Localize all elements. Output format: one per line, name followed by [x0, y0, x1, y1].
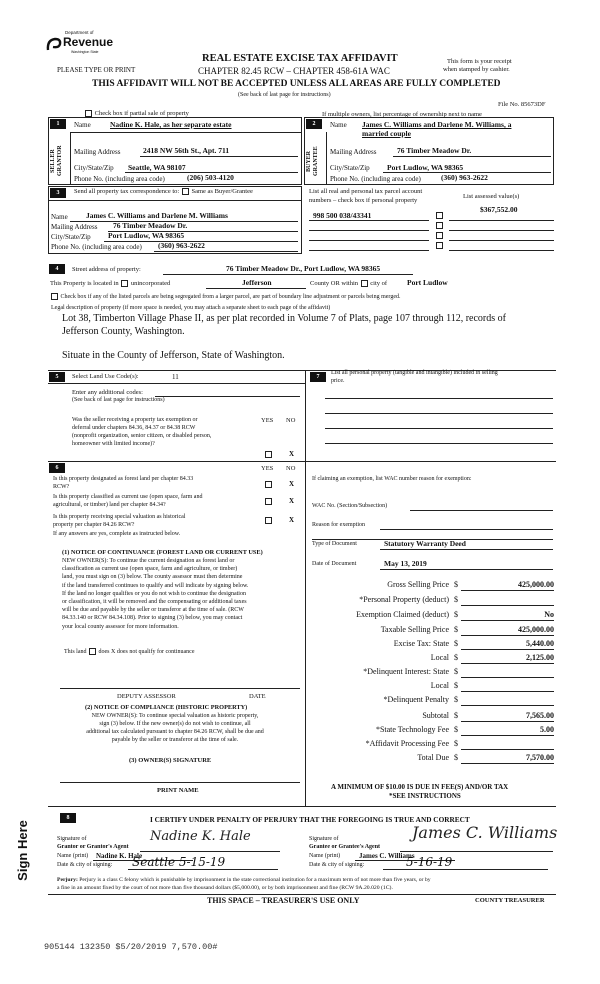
seller-phone[interactable]: (206) 503-4120 [187, 173, 234, 182]
city-checkbox[interactable] [361, 280, 368, 287]
continuance-title: (1) NOTICE OF CONTINUANCE (FOREST LAND OR CURRENT USE) [62, 549, 263, 556]
personal-property-label-2: price. [331, 378, 345, 384]
unincorporated-label: unincorporated [130, 280, 171, 287]
parcel-personal-checkbox-3[interactable] [436, 232, 443, 239]
parcel-number[interactable]: 998 500 038/43341 [313, 211, 372, 220]
tax-label: *Personal Property (deduct) [359, 595, 449, 604]
tax-row [306, 595, 556, 609]
tax-row [306, 753, 556, 767]
section-6-marker: 6 [49, 463, 65, 473]
parcel-personal-checkbox-2[interactable] [436, 222, 443, 229]
sign-here-tab [12, 815, 34, 890]
buyer-name-line-1[interactable]: James C. Williams and Darlene M. Williams, a [362, 120, 512, 129]
seller-city[interactable]: Seattle, WA 98107 [128, 163, 186, 172]
buyer-phone-label: Phone No. (including area code) [330, 175, 421, 183]
buyer-name-line-2[interactable]: married couple [362, 129, 411, 138]
parcel-personal-checkbox-4[interactable] [436, 242, 443, 249]
tax-row [306, 653, 556, 667]
tax-row [306, 667, 556, 681]
does-not-qualify-label: X does not qualify for continuance [111, 648, 195, 655]
historic-line: NEW OWNER(S): To continue special valuation as historic property, [91, 713, 259, 719]
tax-value[interactable]: No [544, 610, 554, 619]
historic-text [50, 712, 300, 744]
tax-label: Gross Selling Price [387, 580, 449, 589]
tax-label: Total Due [417, 753, 449, 762]
section-8-marker: 8 [60, 813, 76, 823]
correspondence-row [74, 188, 253, 195]
forest-q1-yes-checkbox[interactable] [265, 481, 272, 488]
exemption-yes-checkbox[interactable] [265, 451, 272, 458]
correspondence-label: Send all property tax correspondence to: [74, 188, 180, 195]
forest-q3a: Is this property receiving special valuation as historical [53, 514, 186, 520]
tax-label: Local [430, 681, 449, 690]
forest-q3-yes-checkbox[interactable] [265, 517, 272, 524]
grantor-signature[interactable]: Nadine K. Hale [150, 829, 251, 844]
section-5-marker: 5 [49, 372, 65, 382]
tax-row [306, 625, 556, 639]
corr-mailing[interactable]: 76 Timber Meadow Dr. [113, 221, 188, 230]
doc-date-label: Date of Document [312, 561, 357, 567]
within-row [310, 280, 387, 287]
street-label: Street address of property: [72, 266, 141, 273]
wac-label: WAC No. (Section/Subsection) [312, 503, 388, 509]
see-back-note: (See back of last page for instructions) [238, 92, 331, 98]
claiming-exemption-label: If claiming an exemption, list WAC number reason for exemption: [312, 476, 472, 482]
forest-q1a: Is this property designated as forest land per chapter 84.33 [53, 476, 194, 482]
tax-row [306, 580, 556, 594]
does-label: does [98, 648, 110, 655]
sign-here-label: Sign Here [15, 820, 31, 881]
logo-top: Department of [65, 30, 94, 35]
tax-dollar: $ [454, 667, 458, 676]
partial-sale-label: Check box if partial sale of property [94, 110, 189, 117]
grantee-date[interactable]: 5-16-19 [406, 855, 453, 869]
section-3-marker: 3 [50, 188, 66, 198]
grantor-sig-label-1: Signature of [57, 836, 87, 842]
tax-dollar: $ [454, 695, 458, 704]
tax-dollar: $ [454, 595, 458, 604]
county-or-label: County OR within [310, 280, 359, 287]
recording-stamp: 905144 132350 $5/20/2019 7,570.00# [44, 942, 218, 952]
corr-name[interactable]: James C. Williams and Darlene M. Williams [86, 211, 228, 220]
warning-banner: THIS AFFIDAVIT WILL NOT BE ACCEPTED UNLESS ALL AREAS ARE FULLY COMPLETED [92, 79, 501, 89]
tax-row [306, 639, 556, 653]
tax-row [306, 711, 556, 725]
corr-name-label: Name [51, 213, 68, 221]
buyer-name-label: Name [330, 121, 347, 129]
personal-property-label-1: List all personal property (tangible and intangible) included in selling [331, 370, 498, 376]
grantor-date[interactable]: Seattle 5-15-19 [132, 855, 226, 869]
continuance-line: NEW OWNER(S): To continue the current designation as forest land or [62, 558, 235, 564]
receipt-note-1: This form is your receipt [447, 58, 512, 65]
corr-city-label: City/State/Zip [51, 233, 91, 241]
deputy-date-label: DATE [249, 693, 266, 700]
buyer-city[interactable]: Port Ludlow, WA 98365 [387, 163, 464, 172]
see-instructions-note: *SEE INSTRUCTIONS [389, 792, 461, 800]
same-as-buyer-label: Same as Buyer/Grantee [191, 188, 253, 195]
form-title: REAL ESTATE EXCISE TAX AFFIDAVIT [202, 53, 398, 64]
legal-label: Legal description of property (if more space is needed, you may attach a separate sheet to each page of the affidavit) [51, 305, 331, 311]
seller-mailing[interactable]: 2418 NW 56th St., Apt. 711 [143, 146, 230, 155]
tax-label: *State Technology Fee [375, 725, 449, 734]
revenue-logo-icon [45, 36, 63, 54]
logo-sub: Washington State [71, 50, 99, 54]
continuance-line: if the land transferred continues to qualify and will indicate by signing below. [62, 582, 249, 589]
qualify-row [64, 648, 194, 656]
section-7-marker: 7 [310, 372, 326, 382]
legal-line-2: Jefferson County, Washington. [62, 326, 185, 337]
tax-value[interactable]: 2,125.00 [526, 653, 554, 662]
perjury-text-2: a fine in an amount fixed by the court of not more than five thousand dollars ($5,000.00), or by both imprisonment and fine (RCW 9A.20.020 (1C). [57, 885, 393, 891]
county-name[interactable]: Jefferson [242, 278, 272, 287]
historic-title: (2) NOTICE OF COMPLIANCE (HISTORIC PROPERTY) [85, 704, 248, 711]
logo [45, 30, 114, 60]
perjury-label: Perjury: [57, 877, 78, 883]
grantor-name-label: Name (print) [57, 853, 89, 859]
tax-value[interactable]: 425,000.00 [518, 580, 554, 589]
land-use-code[interactable]: 11 [172, 373, 179, 381]
tax-dollar: $ [454, 681, 458, 690]
corr-phone-label: Phone No. (including area code) [51, 243, 142, 251]
tax-row [306, 739, 556, 753]
seller-city-label: City/State/Zip [74, 164, 114, 172]
tax-label: Subtotal [422, 711, 449, 720]
seller-name-label: Name [74, 121, 91, 129]
historic-line: additional tax calculated pursuant to chapter 84.26 RCW, shall be due and [86, 729, 264, 735]
grantee-sig-label-1: Signature of [309, 836, 339, 842]
parcel-personal-checkbox-1[interactable] [436, 212, 443, 219]
forest-if-yes: If any answers are yes, complete as instructed below. [53, 531, 181, 537]
continuance-line: your local county assessor for more information. [62, 623, 179, 630]
legal-line-1: Lot 38, Timberton Village Phase II, as per plat recorded in Volume 7 of Plats, page 107 through 112, records of [62, 313, 506, 324]
tax-label: Taxable Selling Price [380, 625, 449, 634]
file-number: File No. 85673DF [498, 101, 546, 108]
this-land-label: This land [64, 648, 87, 655]
located-row [50, 280, 170, 287]
multiple-owners-note: If multiple owners, list percentage of ownership next to name [322, 111, 482, 118]
perjury-line-1 [57, 877, 431, 884]
seller-name[interactable]: Nadine K. Hale, as her separate estate [110, 120, 232, 129]
reason-label: Reason for exemption [312, 522, 365, 528]
land-use-yes-header: YES [261, 417, 274, 424]
tax-value[interactable]: 7,565.00 [526, 711, 554, 720]
grantee-date-label: Date & city of signing: [309, 862, 365, 868]
grantee-name-label: Name (print) [309, 853, 341, 859]
deputy-assessor-label: DEPUTY ASSESSOR [117, 693, 176, 700]
treasurer-use-label: THIS SPACE – TREASURER'S USE ONLY [207, 896, 360, 905]
continuance-line: will be due and payable by the seller or transferor at the time of sale. (RCW [62, 607, 244, 614]
perjury-text-1: Perjury is a class C felony which is punishable by imprisonment in the state correctional institution for a maximum term of not more than five years, or by [79, 877, 431, 883]
continuance-line: land, you must sign on (3) below. The county assessor must then determine [62, 574, 243, 581]
historic-line: sign (3) below. If the new owner(s) do not wish to continue, all [99, 721, 251, 727]
tax-label: Local [430, 653, 449, 662]
grantee-name[interactable]: James C. Williams [359, 852, 415, 860]
tax-row [306, 610, 556, 624]
unincorporated-checkbox[interactable] [121, 280, 128, 287]
forest-q2-yes-checkbox[interactable] [265, 498, 272, 505]
doc-type-label: Type of Document [312, 541, 357, 547]
partial-sale-checkbox[interactable] [85, 110, 92, 117]
minimum-due-note: A MINIMUM OF $10.00 IS DUE IN FEE(S) AND/OR TAX [331, 783, 509, 791]
grantee-signature[interactable]: James C. Williams [412, 823, 558, 842]
forest-q2-no[interactable]: X [289, 497, 295, 505]
tax-row [306, 725, 556, 739]
tax-dollar: $ [454, 739, 458, 748]
doc-type[interactable]: Statutory Warranty Deed [384, 539, 466, 548]
corr-mailing-label: Mailing Address [51, 223, 98, 231]
tax-dollar: $ [454, 625, 458, 634]
same-as-buyer-checkbox[interactable] [182, 188, 189, 195]
legal-line-3: Situate in the County of Jefferson, State of Washington. [62, 350, 285, 361]
historic-line: payable by the seller or transferor at the time of sale. [111, 737, 239, 743]
tax-label: *Affidavit Processing Fee [365, 739, 449, 748]
tax-label: *Delinquent Interest: State [363, 667, 449, 676]
tax-label: *Delinquent Penalty [383, 695, 449, 704]
continuance-text [62, 557, 302, 631]
please-type: PLEASE TYPE OR PRINT [57, 66, 136, 74]
tax-row [306, 681, 556, 695]
forest-q3b: property per chapter 84.26 RCW? [53, 522, 135, 528]
additional-codes-label: Enter any additional codes: [72, 389, 143, 396]
forest-yes-header: YES [261, 465, 274, 472]
tax-dollar: $ [454, 753, 458, 762]
doc-date[interactable]: May 13, 2019 [384, 559, 427, 568]
section-4-marker: 4 [49, 264, 65, 274]
tax-dollar: $ [454, 639, 458, 648]
land-use-no-header: NO [286, 417, 296, 424]
land-use-see-back: (See back of last page for instructions) [72, 397, 165, 403]
section-1-marker: 1 [50, 119, 66, 129]
parcel-label-2: numbers – check box if personal property [309, 197, 418, 204]
located-label: This Property is located in [50, 280, 119, 287]
tax-value[interactable]: 5,440.00 [526, 639, 554, 648]
continuance-line: If the land no longer qualifies or you do not wish to continue the designation [62, 590, 246, 597]
property-city[interactable]: Port Ludlow [407, 278, 448, 287]
exemption-no-answer[interactable]: X [289, 450, 295, 458]
exemption-question-1: Was the seller receiving a property tax exemption or [72, 417, 198, 423]
grantee-sig-label-2: Grantee or Grantee's Agent [309, 844, 381, 850]
forest-q2b: agricultural, or timber) land per chapter 84.34? [53, 502, 166, 508]
forest-q1b: RCW? [53, 484, 70, 490]
street-address[interactable]: 76 Timber Meadow Dr., Port Ludlow, WA 98365 [226, 264, 381, 273]
assessed-value[interactable]: $367,552.00 [480, 205, 518, 214]
land-use-label: Select Land Use Code(s): [72, 373, 139, 380]
print-name-label: PRINT NAME [157, 787, 199, 794]
continuance-line: or classification, it will be removed and the compensating or additional taxes [62, 599, 247, 606]
corr-phone[interactable]: (360) 963-2622 [158, 241, 205, 250]
owner-signature-label: (3) OWNER(S) SIGNATURE [129, 757, 212, 764]
tax-label: Exemption Claimed (deduct) [356, 610, 449, 619]
buyer-city-label: City/State/Zip [330, 164, 370, 172]
segregated-row [50, 293, 400, 301]
does-qualify-checkbox[interactable] [89, 648, 96, 655]
section-2-marker: 2 [306, 119, 322, 129]
form-chapter: CHAPTER 82.45 RCW – CHAPTER 458-61A WAC [198, 66, 390, 76]
tax-value[interactable]: 7,570.00 [526, 753, 554, 762]
certify-statement: I CERTIFY UNDER PENALTY OF PERJURY THAT THE FOREGOING IS TRUE AND CORRECT [150, 815, 470, 824]
tax-dollar: $ [454, 653, 458, 662]
seller-side-label: SELLER GRANTOR [50, 145, 63, 177]
tax-dollar: $ [454, 725, 458, 734]
buyer-mailing-label: Mailing Address [330, 148, 377, 156]
buyer-side-label: BUYER GRANTEE [306, 146, 319, 176]
county-treasurer-label: COUNTY TREASURER [475, 897, 545, 904]
tax-row [306, 695, 556, 709]
exemption-question-2: deferral under chapters 84.36, 84.37 or 84.38 RCW [72, 425, 196, 431]
tax-dollar: $ [454, 580, 458, 589]
forest-no-header: NO [286, 465, 296, 472]
exemption-question-3: (nonprofit organization, senior citizen, or disabled person, [72, 433, 212, 439]
city-of-label: city of [370, 280, 388, 287]
buyer-phone[interactable]: (360) 963-2622 [441, 173, 488, 182]
assessed-label: List assessed value(s) [463, 193, 520, 200]
grantor-date-label: Date & city of signing: [57, 862, 113, 868]
tax-value[interactable]: 425,000.00 [518, 625, 554, 634]
exemption-question-4: homeowner with limited income)? [72, 441, 155, 447]
continuance-line: 84.33.140 or RCW 84.34.108). Prior to signing (3) below, you may contact [62, 615, 243, 622]
receipt-note-2: when stamped by cashier. [443, 66, 510, 73]
buyer-mailing[interactable]: 76 Timber Meadow Dr. [397, 146, 472, 155]
grantor-sig-label-2: Grantor or Grantor's Agent [57, 844, 129, 850]
seller-mailing-label: Mailing Address [74, 148, 121, 156]
segregated-checkbox[interactable] [51, 293, 58, 300]
seller-phone-label: Phone No. (including area code) [74, 175, 165, 183]
parcel-label-1: List all real and personal tax parcel account [309, 188, 423, 195]
tax-dollar: $ [454, 610, 458, 619]
segregated-label: Check box if any of the listed parcels are being segregated from a larger parcel, are part of boundary line adjustment or parcels being merged. [60, 293, 401, 300]
tax-value[interactable]: 5.00 [540, 725, 554, 734]
corr-city[interactable]: Port Ludlow, WA 98365 [108, 231, 185, 240]
tax-dollar: $ [454, 711, 458, 720]
forest-q3-no[interactable]: X [289, 516, 295, 524]
logo-main: Revenue [63, 35, 114, 49]
forest-q2a: Is this property classified as current use (open space, farm and [53, 494, 203, 500]
forest-q1-no[interactable]: X [289, 480, 295, 488]
continuance-line: classification as current use (open space, farm and agriculture, or timber) [62, 566, 238, 573]
grantor-name[interactable]: Nadine K. Hale [96, 852, 143, 860]
tax-label: Excise Tax: State [393, 639, 449, 648]
